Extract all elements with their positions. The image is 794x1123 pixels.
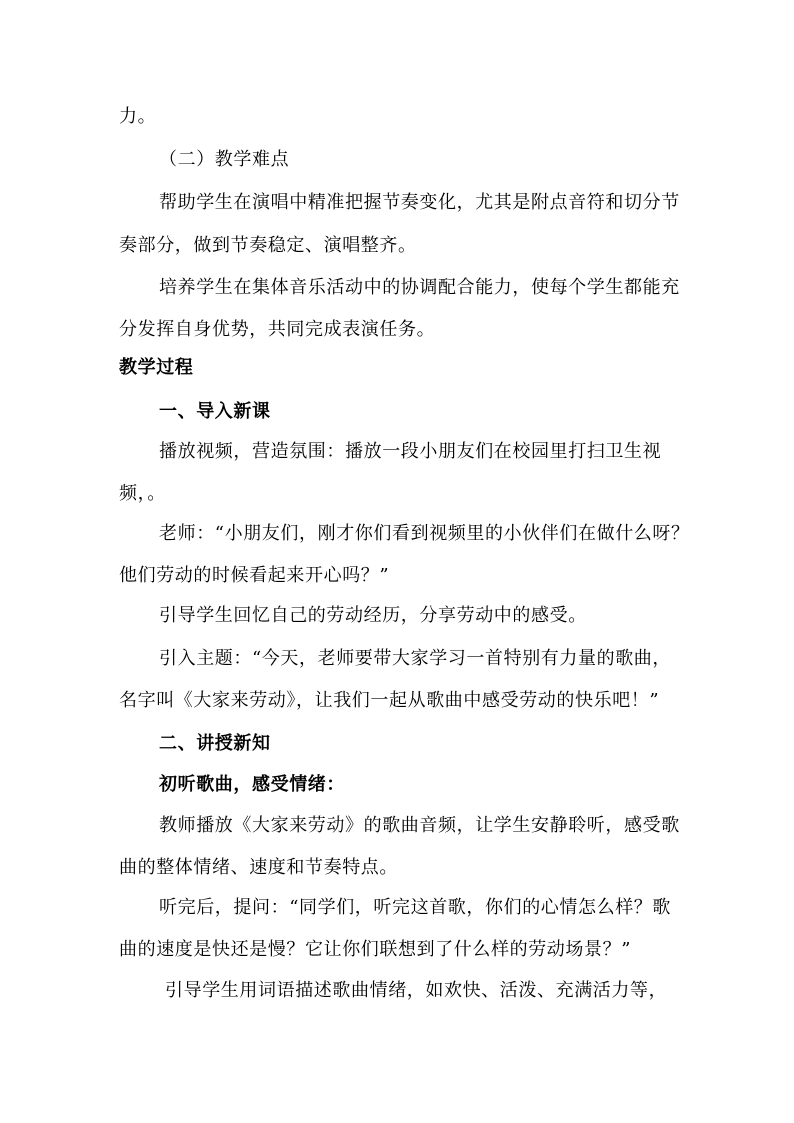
text-line: 教师播放《大家来劳动》的歌曲音频，让学生安静聆听，感受歌 bbox=[159, 815, 680, 836]
section-heading: 二、讲授新知 bbox=[159, 733, 271, 754]
text-line: 培养学生在集体音乐活动中的协调配合能力，使每个学生都能充 bbox=[159, 277, 680, 298]
text-line: 他们劳动的时候看起来开心吗？” bbox=[119, 565, 390, 586]
section-heading: 初听歌曲，感受情绪： bbox=[159, 774, 345, 795]
text-line: 播放视频，营造氛围：播放一段小朋友们在校园里打扫卫生视 bbox=[159, 441, 662, 462]
section-heading: 一、导入新课 bbox=[159, 401, 271, 422]
text-line: 帮助学生在演唱中精准把握节奏变化，尤其是附点音符和切分节 bbox=[159, 192, 680, 213]
text-line: 老师：“小朋友们，刚才你们看到视频里的小伙伴们在做什么呀？ bbox=[159, 523, 690, 544]
section-heading: （二）教学难点 bbox=[159, 149, 290, 170]
text-line: 分发挥自身优势，共同完成表演任务。 bbox=[119, 319, 436, 340]
text-line: 奏部分，做到节奏稳定、演唱整齐。 bbox=[119, 235, 417, 256]
text-line: 引导学生用词语描述歌曲情绪，如欢快、活泼、充满活力等， bbox=[165, 980, 668, 1001]
text-line: 曲的整体情绪、速度和节奏特点。 bbox=[119, 857, 398, 878]
text-line: 力。 bbox=[119, 106, 157, 127]
text-line: 频，。 bbox=[119, 483, 166, 504]
section-heading: 教学过程 bbox=[119, 357, 194, 378]
text-line: 引导学生回忆自己的劳动经历，分享劳动中的感受。 bbox=[159, 605, 587, 626]
text-line: 听完后，提问：“同学们，听完这首歌，你们的心情怎么样？歌 bbox=[159, 897, 671, 918]
text-line: 名字叫《大家来劳动》，让我们一起从歌曲中感受劳动的快乐吧！” bbox=[119, 690, 660, 711]
text-line: 曲的速度是快还是慢？它让你们联想到了什么样的劳动场景？” bbox=[119, 939, 631, 960]
text-line: 引入主题：“今天，老师要带大家学习一首特别有力量的歌曲， bbox=[159, 648, 671, 669]
